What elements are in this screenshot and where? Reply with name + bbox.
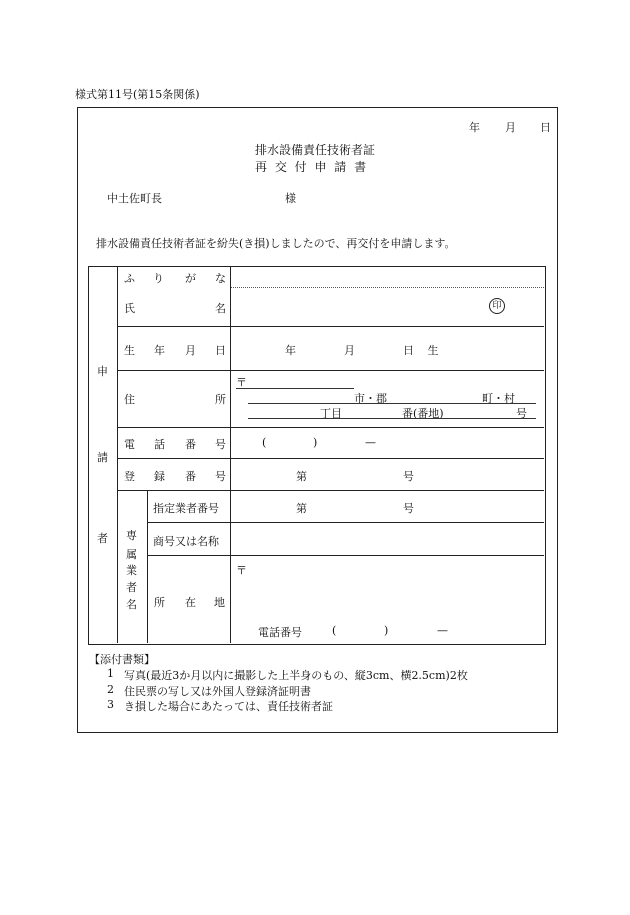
form-title-line2: 再 交 付 申 請 書	[255, 160, 369, 174]
location-phone-close: )	[384, 624, 389, 637]
seal-mark: 印	[489, 298, 505, 314]
table-row-line	[117, 458, 544, 459]
attachment-num: 2	[107, 683, 114, 696]
furigana-dotted-line	[231, 287, 544, 288]
location-phone-dash: —	[437, 624, 448, 637]
side-label-char: 者	[97, 532, 108, 545]
date-day: 日	[540, 121, 551, 134]
table-row-line	[147, 522, 544, 523]
address-line-2[interactable]	[248, 418, 536, 419]
table-row-line	[117, 490, 544, 491]
addressee-honorific: 様	[285, 192, 296, 205]
phone-field[interactable]	[232, 429, 542, 456]
designated-number-field[interactable]	[232, 492, 542, 520]
phone-open-paren: (	[262, 436, 267, 449]
birth-label: 年	[154, 344, 165, 357]
addressee-name: 中土佐町長	[107, 192, 162, 205]
phone-label: 番	[185, 438, 196, 451]
affiliation-label-char: 名	[126, 598, 137, 611]
table-divider	[117, 266, 118, 643]
registration-dai: 第	[296, 470, 307, 483]
address-postal-mark: 〒	[236, 376, 247, 389]
affiliation-label-char: 業	[126, 564, 137, 577]
address-banchi-label: 番(番地)	[402, 407, 444, 420]
table-divider	[230, 490, 231, 643]
furigana-field[interactable]	[232, 268, 542, 286]
registration-label: 号	[215, 470, 226, 483]
phone-close-paren: )	[313, 436, 318, 449]
trade-name-field[interactable]	[232, 524, 542, 553]
location-field[interactable]	[232, 557, 542, 641]
registration-go: 号	[403, 470, 414, 483]
table-divider	[230, 266, 231, 490]
form-number: 様式第11号(第15条関係)	[75, 88, 200, 101]
furigana-label: が	[185, 272, 196, 285]
postal-code-line[interactable]	[236, 388, 354, 389]
side-label-char: 請	[97, 451, 108, 464]
birth-label: 生	[124, 344, 135, 357]
address-go-label: 号	[516, 407, 527, 420]
location-postal-mark: 〒	[236, 564, 247, 577]
affiliation-label-char: 専	[126, 529, 137, 542]
birth-label: 月	[185, 344, 196, 357]
date-year: 年	[469, 121, 480, 134]
affiliation-label-char: 者	[126, 581, 137, 594]
address-chome-label: 丁目	[320, 407, 342, 420]
name-label: 氏	[124, 302, 135, 315]
attachments-heading: 【添付書類】	[89, 653, 155, 666]
phone-label: 話	[154, 438, 165, 451]
phone-dash: —	[365, 436, 376, 449]
designated-number-label: 指定業者番号	[153, 502, 219, 515]
phone-label: 号	[215, 438, 226, 451]
furigana-label: な	[215, 272, 226, 285]
registration-field[interactable]	[232, 460, 542, 488]
location-phone-label: 電話番号	[258, 626, 302, 639]
attachment-num: 1	[107, 667, 114, 680]
address-label: 住	[124, 393, 135, 406]
table-row-line	[147, 555, 544, 556]
name-field[interactable]	[232, 289, 482, 323]
address-town-label: 町・村	[482, 392, 515, 405]
form-title-line1: 排水設備責任技術者証	[255, 143, 376, 157]
furigana-label: ふ	[124, 272, 135, 285]
designated-go: 号	[403, 502, 414, 515]
address-label: 所	[215, 393, 226, 406]
birth-month-unit: 月	[344, 344, 355, 357]
birth-label: 日	[215, 344, 226, 357]
birth-year-unit: 年	[285, 344, 296, 357]
table-row-line	[117, 370, 544, 371]
address-city-label: 市・郡	[354, 392, 387, 405]
affiliation-label-char: 属	[126, 548, 137, 561]
designated-dai: 第	[296, 502, 307, 515]
address-line-1[interactable]	[248, 403, 536, 404]
phone-label: 電	[124, 438, 135, 451]
location-label: 在	[185, 596, 196, 609]
location-phone-open: (	[332, 624, 337, 637]
table-row-line	[117, 326, 544, 327]
furigana-label: り	[153, 272, 164, 285]
trade-name-label: 商号又は名称	[153, 535, 219, 548]
location-label: 所	[154, 596, 165, 609]
birth-day-unit: 日 生	[403, 344, 444, 357]
table-row-line	[117, 427, 544, 428]
name-label: 名	[215, 302, 226, 315]
attachment-text: き損した場合にあたっては、責任技術者証	[124, 700, 333, 713]
attachment-text: 写真(最近3か月以内に撮影した上半身のもの、縦3cm、横2.5cm)2枚	[124, 669, 468, 682]
application-statement: 排水設備責任技術者証を紛失(き損)しましたので、再交付を申請します。	[96, 237, 456, 250]
registration-label: 番	[185, 470, 196, 483]
location-label: 地	[214, 596, 225, 609]
attachment-text: 住民票の写し又は外国人登録済証明書	[124, 685, 311, 698]
date-month: 月	[505, 121, 516, 134]
registration-label: 登	[124, 470, 135, 483]
side-label-char: 申	[97, 365, 108, 378]
registration-label: 録	[154, 470, 165, 483]
table-divider	[147, 490, 148, 643]
attachment-num: 3	[107, 698, 114, 711]
